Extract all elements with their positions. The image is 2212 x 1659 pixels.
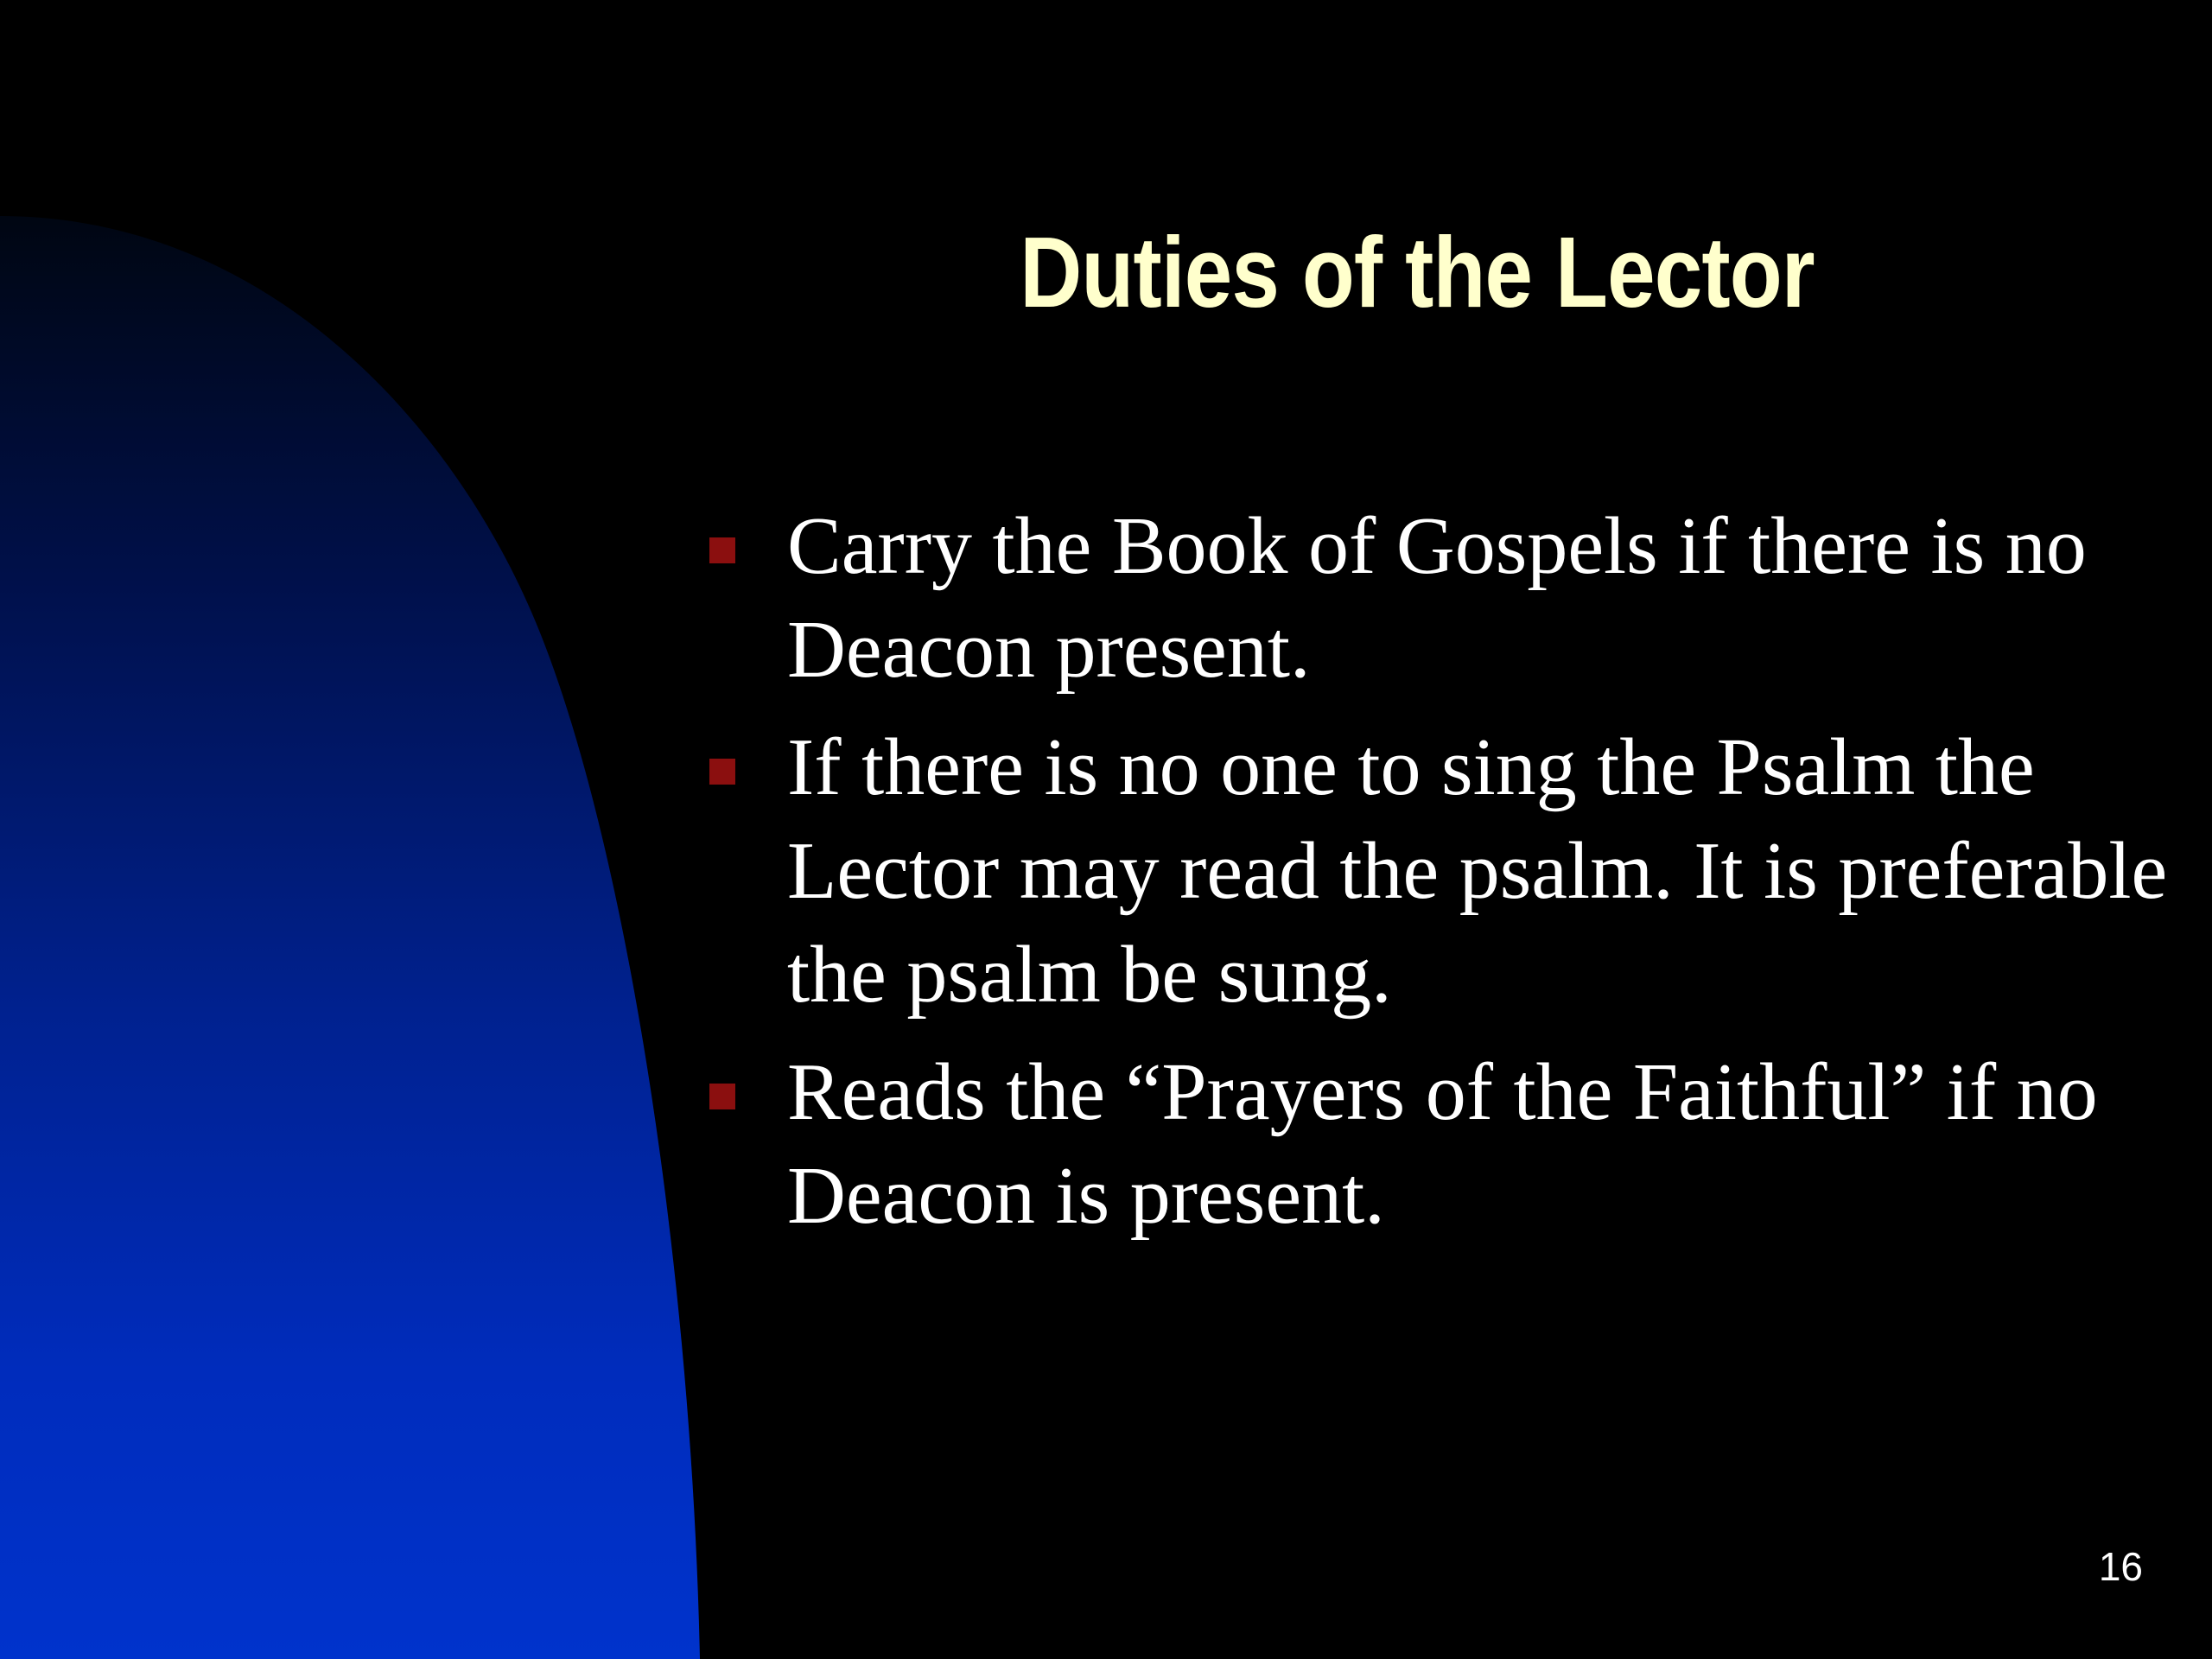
- bullet-text: Reads the “Prayers of the Faithful” if no Deacon is present.: [787, 1047, 2098, 1241]
- bullet-item: [698, 1040, 2184, 1248]
- bullet-list: [698, 494, 2184, 1262]
- bullet-text: Carry the Book of Gospels if there is no Deacon present.: [787, 501, 2087, 695]
- square-bullet-icon: [709, 759, 735, 785]
- bullet-item: [698, 494, 2184, 702]
- page-number: 16: [2098, 1544, 2143, 1589]
- slide-title: Duties of the Lector: [1020, 216, 1815, 328]
- square-bullet-icon: [709, 1084, 735, 1109]
- bullet-item: [698, 715, 2184, 1027]
- bullet-text: If there is no one to sing the Psalm the Lector may read the psalm. It is preferable the psalm be sung.: [787, 722, 2168, 1020]
- square-bullet-icon: [709, 537, 735, 563]
